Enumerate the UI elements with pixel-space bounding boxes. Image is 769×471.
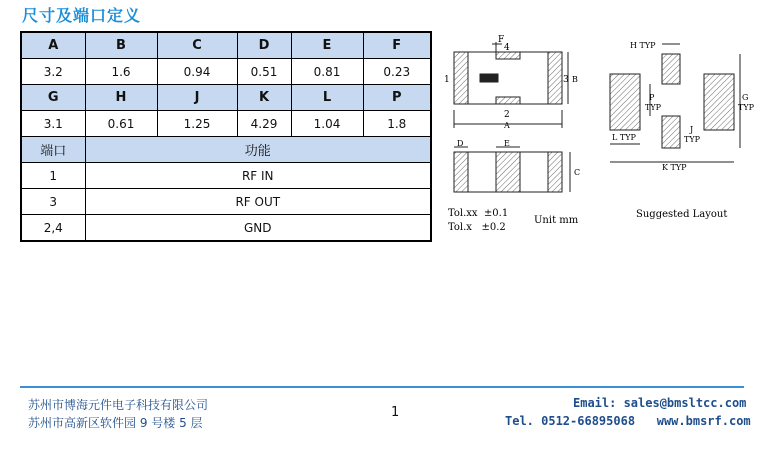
label-f: F xyxy=(498,35,505,45)
label-4: 4 xyxy=(504,43,510,53)
footer-tel-web: Tel. 0512-66895068 www.bmsrf.com xyxy=(505,414,751,428)
label-2: 2 xyxy=(504,110,510,120)
port-header-row xyxy=(21,137,431,163)
dim-header: P xyxy=(363,85,431,111)
section-title: 尺寸及端口定义 xyxy=(22,6,142,25)
port-function: GND xyxy=(85,215,431,242)
tolerance-x: Tol.x ±0.2 xyxy=(448,222,506,233)
dimension-table xyxy=(20,31,432,242)
page-number: 1 xyxy=(391,405,400,420)
label-c: C xyxy=(574,168,581,177)
dim-value: 0.94 xyxy=(157,59,237,85)
function-header: 功能 xyxy=(85,137,431,163)
dimension-drawing xyxy=(440,32,754,242)
port-number: 1 xyxy=(21,163,85,189)
dim-header: A xyxy=(21,32,85,59)
port-number: 3 xyxy=(21,189,85,215)
top-view xyxy=(454,42,568,128)
footer-company: 苏州市博海元件电子科技有限公司 xyxy=(28,398,209,412)
dim-value: 0.51 xyxy=(237,59,291,85)
port-row xyxy=(21,189,431,215)
dim-header: J xyxy=(157,85,237,111)
unit-label: Unit mm xyxy=(534,215,579,226)
label-h-typ: H TYP xyxy=(630,41,656,50)
dim-value: 3.2 xyxy=(21,59,85,85)
dim-value: 1.04 xyxy=(291,111,363,137)
dim-value: 0.61 xyxy=(85,111,157,137)
dim-header: B xyxy=(85,32,157,59)
label-k-typ: K TYP xyxy=(662,163,687,172)
dim-value: 3.1 xyxy=(21,111,85,137)
label-1: 1 xyxy=(444,75,450,85)
label-p: P xyxy=(649,93,655,102)
dim-value: 1.25 xyxy=(157,111,237,137)
dim-value: 1.6 xyxy=(85,59,157,85)
dim-header: K xyxy=(237,85,291,111)
label-a: A xyxy=(504,121,510,130)
dim-value: 4.29 xyxy=(237,111,291,137)
port-row xyxy=(21,215,431,242)
footer-divider xyxy=(20,386,744,388)
dim-value: 0.23 xyxy=(363,59,431,85)
label-p-typ: TYP xyxy=(645,103,661,112)
footer-email: Email: sales@bmsltcc.com xyxy=(573,396,747,410)
label-3: 3 xyxy=(563,75,569,85)
dim-value: 1.8 xyxy=(363,111,431,137)
dim-value-row-1 xyxy=(21,59,431,85)
dim-header: L xyxy=(291,85,363,111)
dim-value-row-2 xyxy=(21,111,431,137)
label-l-typ: L TYP xyxy=(612,133,636,142)
tolerance-xx: Tol.xx ±0.1 xyxy=(448,208,509,219)
dim-header: G xyxy=(21,85,85,111)
dim-header-row-2 xyxy=(21,85,431,111)
label-d: D xyxy=(457,139,464,148)
footer-address: 苏州市高新区软件园 9 号楼 5 层 xyxy=(28,416,203,430)
port-function: RF OUT xyxy=(85,189,431,215)
label-e: E xyxy=(504,139,510,148)
label-b: B xyxy=(572,75,578,84)
port-number: 2,4 xyxy=(21,215,85,242)
dim-header: C xyxy=(157,32,237,59)
port-header: 端口 xyxy=(21,137,85,163)
label-j: J xyxy=(690,125,694,134)
suggested-layout-drawing xyxy=(610,44,740,162)
dim-header: F xyxy=(363,32,431,59)
dim-header: D xyxy=(237,32,291,59)
port-function: RF IN xyxy=(85,163,431,189)
side-view xyxy=(454,147,570,192)
port-row xyxy=(21,163,431,189)
label-g: G xyxy=(742,93,749,102)
dim-header: H xyxy=(85,85,157,111)
dim-value: 0.81 xyxy=(291,59,363,85)
suggested-layout-caption: Suggested Layout xyxy=(636,209,728,220)
label-g-typ: TYP xyxy=(738,103,754,112)
label-j-typ: TYP xyxy=(684,135,700,144)
dim-header-row-1 xyxy=(21,32,431,59)
dim-header: E xyxy=(291,32,363,59)
